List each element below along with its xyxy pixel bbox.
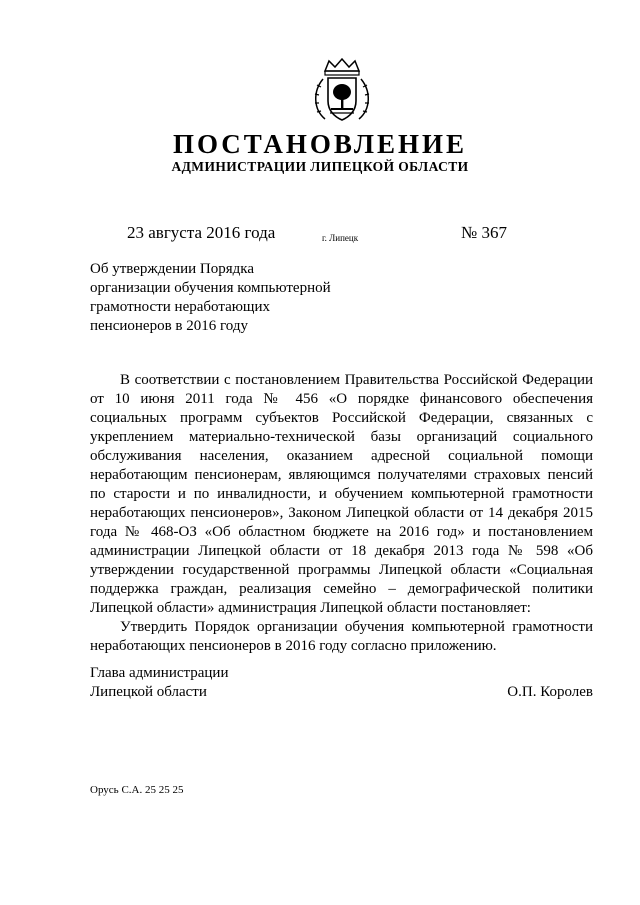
signatory-position-region: Липецкой области <box>90 684 207 700</box>
signature-block <box>90 664 593 702</box>
document-city: г. Липецк <box>322 233 359 243</box>
issuer-name: АДМИНИСТРАЦИИ ЛИПЕЦКОЙ ОБЛАСТИ <box>171 159 469 174</box>
signatory-name: О.П. Королев <box>507 684 593 700</box>
subject-line: организации обучения компьютерной <box>90 280 331 296</box>
document-number: № 367 <box>461 223 507 242</box>
signatory-position: Глава администрации <box>90 665 229 681</box>
document-subject <box>90 260 390 336</box>
body-paragraph: Утвердить Порядок организации обучения компьютерной грамотности неработающих пенсионеров в 2016 году согласно приложению. <box>90 619 593 654</box>
coat-of-arms-icon <box>311 57 373 125</box>
subject-line: Об утверждении Порядка <box>90 261 254 277</box>
subject-line: пенсионеров в 2016 году <box>90 318 248 334</box>
body-paragraph: В соответствии с постановлением Правительства Российской Федерации от 10 июня 2011 года № 456 «О порядке финансового обеспечения социальных программ субъектов Российской Федерации, связанных с укреплением материально-технической базы организаций социального обслуживания населения, оказанием адресной социальной помощи неработающим пенсионерам, являющимся получателями страховых пенсий по старости и по инвалидности, и обучением компьютерной грамотности неработающих пенсионеров», Законом Липецкой области от 14 декабря 2015 года № 468-ОЗ «Об областном бюджете на 2016 год» и постановлением администрации Липецкой области от 18 декабря 2013 года № 598 «Об утверждении государственной программы Липецкой области «Социальная поддержка граждан, реализация семейно – демографической политики Липецкой области» администрация Липецкой области постановляет: <box>90 372 593 616</box>
document-date: 23 августа 2016 года <box>127 223 276 242</box>
document-body <box>90 371 593 656</box>
subject-line: грамотности неработающих <box>90 299 271 315</box>
document-title: ПОСТАНОВЛЕНИЕ <box>172 129 468 159</box>
executor-contact: Орусь С.А. 25 25 25 <box>90 784 184 796</box>
